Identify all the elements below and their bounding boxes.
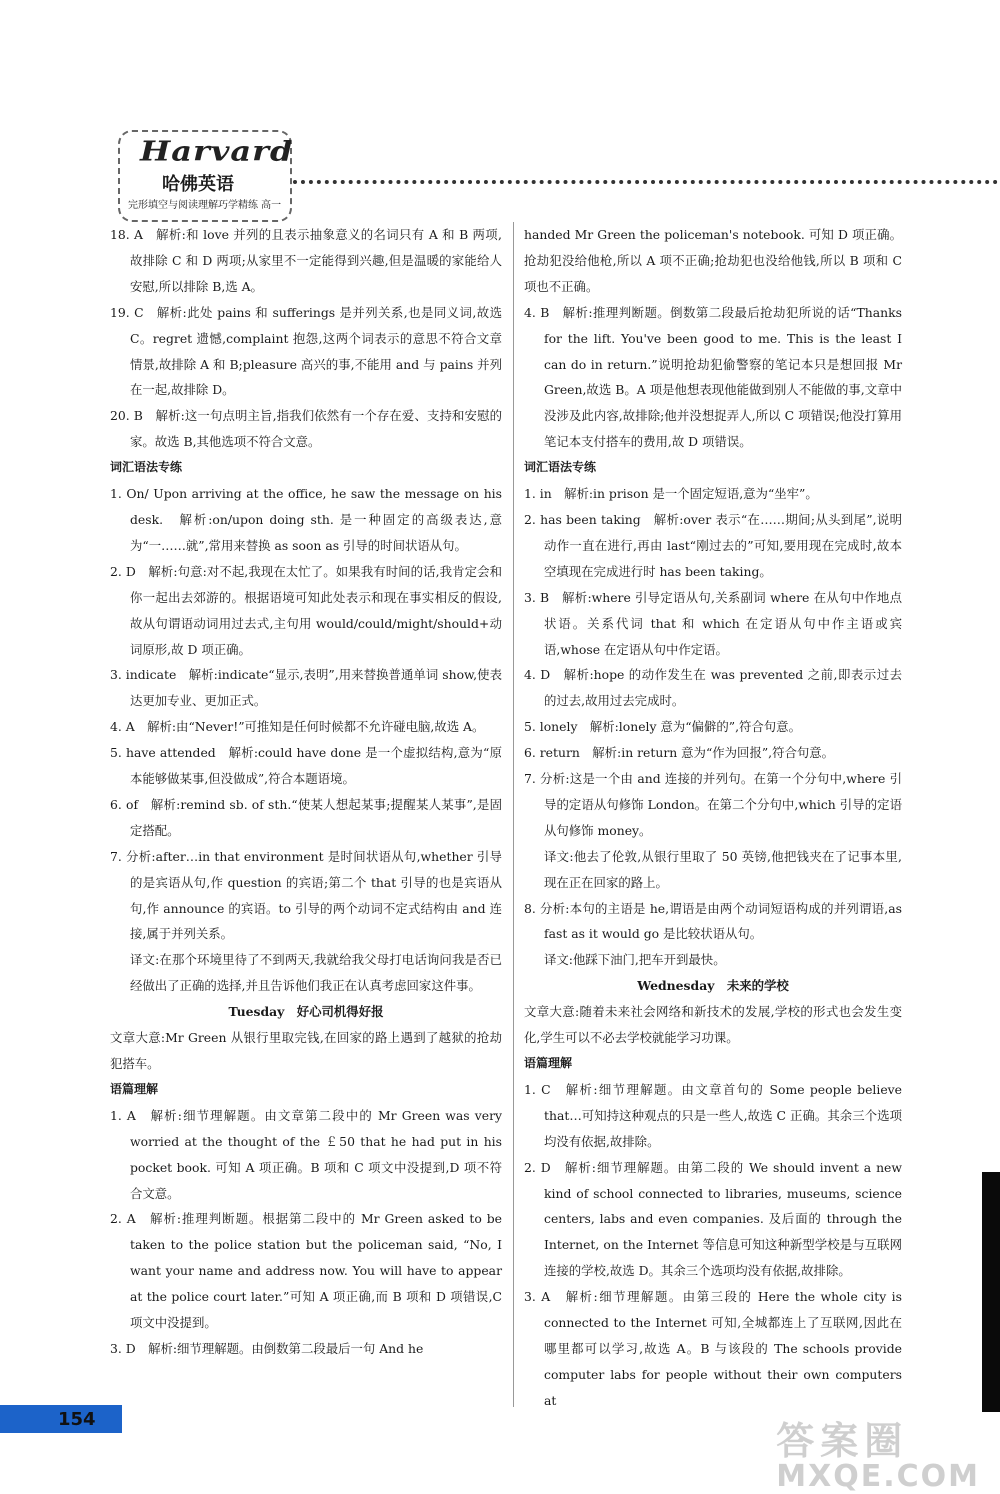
answer-paragraph: 18. A 解析:和 love 并列的且表示抽象意义的名词只有 A 和 B 两项,故排除 C 和 D 两项;从家里不一定能得到兴趣,但是温暖的家能给人安慰,所以排除 B,选 A。 <box>110 227 502 294</box>
answer-paragraph: 1. On/ Upon arriving at the office, he saw the message on his desk. 解析:on/upon doing sth. 是一种固定的高级表达,意为“一……就”,常用来替换 as soon as 引导的时间状语从句。 <box>110 486 502 553</box>
answer-paragraph: 2. D 解析:句意:对不起,我现在太忙了。如果我有时间的话,我肯定会和你一起出去郊游的。根据语境可知此处表示和现在事实相反的假设,故从句谓语动词用过去式,主句用 would/could/might/should+动词原形,故 D 项正确。 <box>110 563 502 657</box>
answer-paragraph: 6. of 解析:remind sb. of sth.“使某人想起某事;提醒某人某事”,是固定搭配。 <box>110 796 502 838</box>
logo-text: Harvard <box>140 134 294 168</box>
answer-paragraph: 19. C 解析:此处 pains 和 sufferings 是并列关系,也是同义词,故选 C。regret 遗憾,complaint 抱怨,这两个词表示的意思不符合文章情景,故排除 A 和 B;pleasure 高兴的事,不能用 and 与 pains 并列在一起,故排除 D。 <box>110 304 502 398</box>
answer-paragraph: 文章大意:Mr Green 从银行里取完钱,在回家的路上遇到了越狱的抢劫犯搭车。 <box>110 1030 502 1071</box>
passage-title: Wednesday 未来的学校 <box>637 978 789 994</box>
answer-paragraph: 20. B 解析:这一句点明主旨,指我们依然有一个存在爱、支持和安慰的家。故选 B,其他选项不符合文意。 <box>110 408 502 450</box>
column-divider <box>513 222 514 1407</box>
answer-paragraph: 2. D 解析:细节理解题。由第二段的 We should invent a new kind of school connected to libraries, museums, science centers, labs and even companies. 及后面的 through the Internet, on the Internet 等信息可知这种新型学校是与互联网连接的学校,故选 D。其余三个选项均没有依据,故排除。 <box>524 1159 902 1279</box>
page-header <box>118 130 998 230</box>
answer-paragraph: 5. lonely 解析:lonely 意为“偏僻的”,符合句意。 <box>524 719 801 735</box>
answer-paragraph: 7. 分析:after…in that environment 是时间状语从句,whether 引导的是宾语从句,作 question 的宾语;第二个 that 引导的也是宾语从句,作 announce 的宾语。to 引导的两个动词不定式结构由 and 连接,属于并列关系。 <box>110 848 502 942</box>
answer-paragraph: 译文:他去了伦敦,从银行里取了 50 英镑,他把钱夹在了记事本里,现在正在回家的路上。 <box>544 848 902 890</box>
page-number: 154 <box>58 1409 96 1430</box>
dotted-rule <box>293 180 998 184</box>
answer-paragraph: 8. 分析:本句的主语是 he,谓语是由两个动词短语构成的并列谓语,as fast as it would go 是比较状语从句。 <box>524 900 902 942</box>
book-subtitle: 完形填空与阅读理解巧学精练 高一 <box>128 200 282 211</box>
watermark-line2: MXQE.COM <box>776 1459 980 1494</box>
answer-paragraph: 文章大意:随着未来社会网络和新技术的发展,学校的形式也会发生变化,学生可以不必去学校就能学习功课。 <box>524 1004 902 1046</box>
answer-paragraph: 3. B 解析:where 引导定语从句,关系副词 where 在从句中作地点状语。关系代词 that 和 which 在定语从句中作主语或宾语,whose 在定语从句中作定语。 <box>524 589 902 657</box>
answer-paragraph: 5. have attended 解析:could have done 是一个虚拟结构,意为“原本能够做某事,但没做成”,符合本题语境。 <box>110 745 502 787</box>
edge-tab <box>982 1172 1000 1412</box>
answer-paragraph: 4. A 解析:由“Never!”可推知是任何时候都不允许碰电脑,故选 A。 <box>110 719 485 735</box>
section-heading: 语篇理解 <box>524 1056 573 1070</box>
answer-paragraph: 7. 分析:这是一个由 and 连接的并列句。在第一个分句中,where 引导的定语从句修饰 London。在第二个分句中,which 引导的定语从句修饰 money。 <box>524 771 902 838</box>
logo-chinese: 哈佛英语 <box>162 174 234 195</box>
answer-paragraph: 译文:在那个环境里待了不到两天,我就给我父母打电话询问我是否已经做出了正确的选择,并且告诉他们我正在认真考虑回家这件事。 <box>130 952 502 994</box>
section-heading: 词汇语法专练 <box>524 460 597 475</box>
answer-paragraph: 2. A 解析:推理判断题。根据第二段中的 Mr Green asked to be taken to the police station but the policeman said, “No, I want your name and address now. You will have to appear at the police court later.”可知 A 项正确,而 B 项和 D 项错误,C 项文中没提到。 <box>110 1211 502 1331</box>
page-number-band <box>0 1405 122 1433</box>
harvard-logo <box>118 130 292 222</box>
answer-paragraph: 4. D 解析:hope 的动作发生在 was prevented 之前,即表示过去的过去,故用过去完成时。 <box>524 667 902 709</box>
section-heading: 词汇语法专练 <box>110 460 183 475</box>
section-heading: 语篇理解 <box>110 1081 159 1096</box>
answer-paragraph: 译文:他踩下油门,把车开到最快。 <box>544 952 726 968</box>
answer-paragraph: 3. A 解析:细节理解题。由第三段的 Here the whole city is connected to the Internet 可知,全城都连上了互联网,因此在哪里都可以学习,故选 A。B 与该段的 The schools provide computer labs for people without their own computers at <box>524 1289 902 1408</box>
answer-paragraph: handed Mr Green the policeman's notebook. 可知 D 项正确。抢劫犯没给他枪,所以 A 项不正确;抢劫犯也没给他钱,所以 B 项和 C 项也不正确。 <box>524 227 902 294</box>
answer-paragraph: 1. in 解析:in prison 是一个固定短语,意为“坐牢”。 <box>524 486 818 502</box>
answer-paragraph: 4. B 解析:推理判断题。倒数第二段最后抢劫犯所说的话“Thanks for the lift. You've been good to me. This is the least I can do in return.”说明抢劫犯偷警察的笔记本只是想回报 Mr Green,故选 B。A 项是他想表现他能做到别人不能做的事,文章中没涉及此内容,故排除;他并没想捉弄人,所以 C 项错误;他没打算用笔记本支付搭车的费用,故 D 项错误。 <box>524 304 902 450</box>
answer-paragraph: 2. has been taking 解析:over 表示“在……期间;从头到尾”,说明动作一直在进行,再由 last“刚过去的”可知,要用现在完成时,故本空填现在完成进行时 has been taking。 <box>524 511 902 579</box>
answer-paragraph: 1. C 解析:细节理解题。由文章首句的 Some people believe that…可知持这种观点的只是一些人,故选 C 正确。其余三个选项均没有依据,故排除。 <box>524 1081 902 1149</box>
answer-paragraph: 6. return 解析:in return 意为“作为回报”,符合句意。 <box>524 745 835 761</box>
answer-paragraph: 1. A 解析:细节理解题。由文章第二段中的 Mr Green was very worried at the thought of the ￡50 that he had put in his pocket book. 可知 A 项正确。B 项和 C 项文中没提到,D 项不符合文意。 <box>110 1107 502 1201</box>
left-column <box>110 222 502 1362</box>
passage-title: Tuesday 好心司机得好报 <box>228 1004 384 1020</box>
watermark-line1: 答案圈 <box>776 1419 909 1463</box>
watermark <box>776 1410 980 1494</box>
answer-paragraph: 3. indicate 解析:indicate“显示,表明”,用来替换普通单词 show,使表达更加专业、更加正式。 <box>110 667 502 709</box>
answer-paragraph: 3. D 解析:细节理解题。由倒数第二段最后一句 And he <box>110 1340 424 1356</box>
right-column <box>524 222 902 1414</box>
